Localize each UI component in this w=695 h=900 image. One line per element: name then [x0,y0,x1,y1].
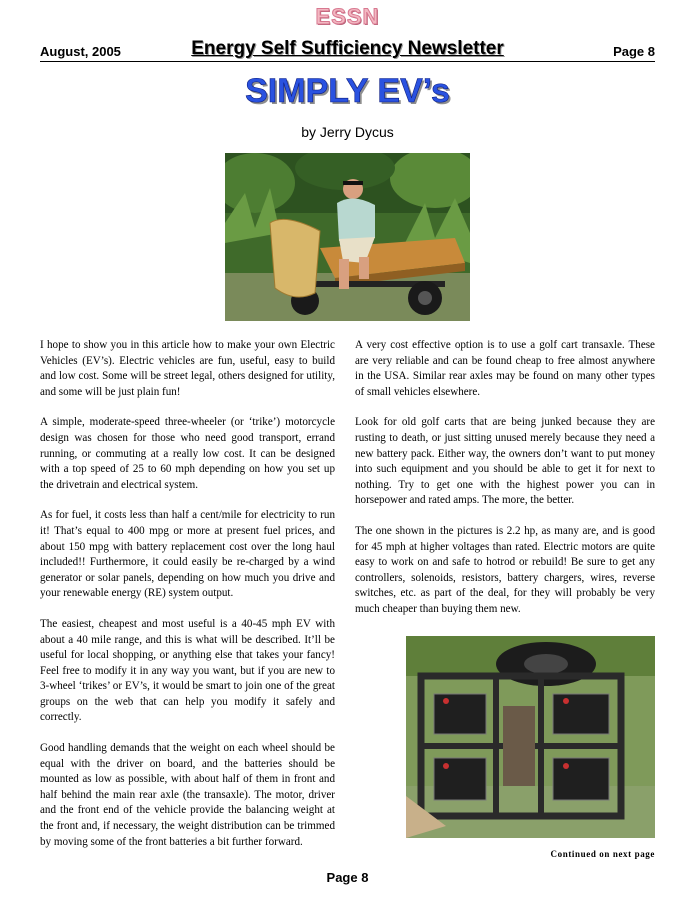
article-column-right [355,338,655,633]
paragraph: I hope to show you in this article how to make your own Electric Vehicles (EV’s). Electric vehicles are fun, useful, easy to build and low cost. Some will be street legal, others designed for utility, and some will be just plain fun! [40,339,335,398]
article-byline: by Jerry Dycus [301,124,394,140]
man-on-three-wheel-ev-photo [225,153,470,321]
article-column-left [40,338,335,865]
masthead-logo: ESSN [315,4,380,29]
paragraph: A very cost effective option is to use a golf cart transaxle. These are very reliable and can be found cheap to free almost anywhere in the USA. Similar rear axles may be found on many other types of small vehicles elsewhere. [355,339,655,398]
paragraph: The one shown in the pictures is 2.2 hp, as many are, and is good for 45 mph at higher voltages than rated. Electric motors are quite easy to work on and safe to hotrod or rebuild! Be sure to get any controllers, solenoids, resistors, battery chargers, wires, reverse switches, etc. as part of the deal, for they will probably be very much cheaper than buying them new. [355,524,655,615]
paragraph: Look for old golf carts that are being junked because they are rusting to death, or just sitting unused merely because they need a new battery pack. Either way, the owners don’t want to put money into such equipment and you should be able to get it for next to nothing. Try to get one with the highest power you can in horsepower and rated amps. The more, the better. [355,416,655,507]
article-title: SIMPLY EV’s [245,72,450,110]
page-number-bottom: Page 8 [326,870,369,885]
battery-frame-chassis-photo [406,636,655,838]
paragraph: The easiest, cheapest and most useful is a 40-45 mph EV with about a 40 mile range, and this is what will be described. It’ll be useful for local shopping, or anything else that takes your fancy! Feel free to modify it in any way you want, but if you are new to 3-wheel ‘trikes’ or EV’s, it would be smart to join one of the great groups on the web that can help you modify it safely and correctly. [40,617,335,724]
page-number-top: Page 8 [613,44,655,59]
paragraph: As for fuel, it costs less than half a cent/mile for electricity to run it! That’s equal to 400 mpg or more at present fuel prices, and about 150 mpg with battery replacement cost over the long haul included!! Furthermore, it could easily be re-charged by a wind generator or solar panels, depending on how much you drive and your renewable energy (RE) system output. [40,509,335,600]
paragraph: Good handling demands that the weight on each wheel should be equal with the driver on board, and the batteries should be mounted as low as possible, with about half of them in front and half behind the main rear axle (the transaxle). The motor, driver and the front end of the vehicle provide the balancing weight at the front and, if necessary, the weight distribution can be trimmed by moving some of the front batteries a bit further forward. [40,742,335,848]
continued-note: Continued on next page [550,849,655,859]
header-divider [40,61,655,62]
paragraph: A simple, moderate-speed three-wheeler (or ‘trike’) motorcycle design was chosen for those who need good transport, errand running, or commuting at a really low cost. It can be designed with a top speed of 25 to 60 mph depending on how you set up the drivetrain and electrical system. [40,416,335,491]
newsletter-title: Energy Self Sufficiency Newsletter [191,38,504,59]
issue-date: August, 2005 [40,44,121,59]
